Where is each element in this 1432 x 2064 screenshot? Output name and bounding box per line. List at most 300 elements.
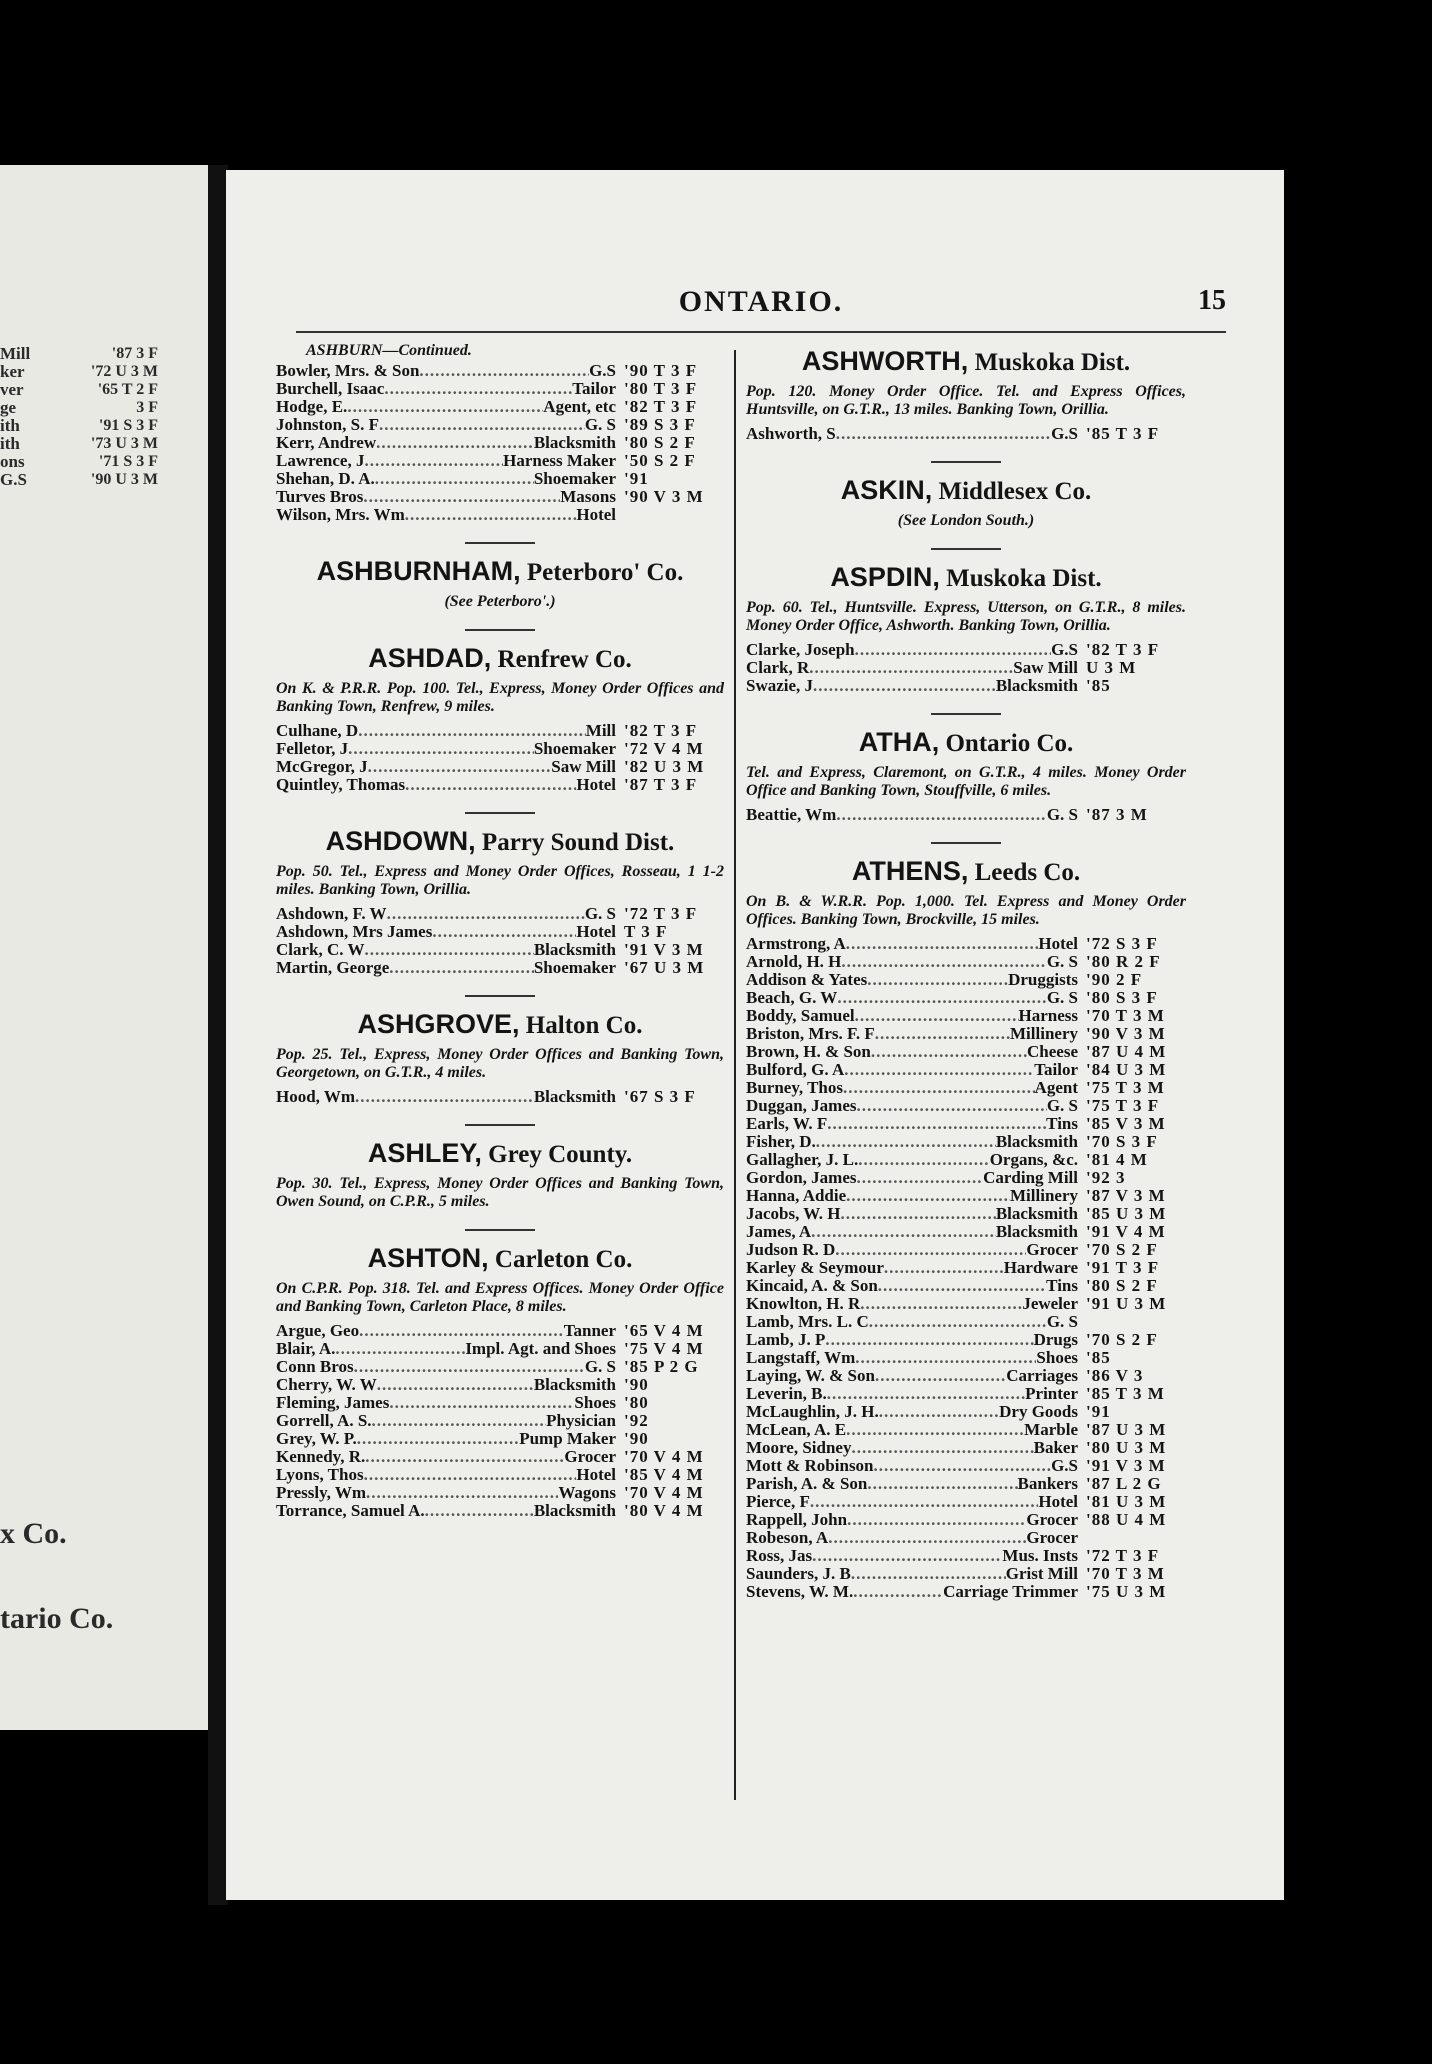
section-separator [931, 842, 1001, 844]
business-trade: Harness [1018, 1006, 1078, 1025]
leader-dots [364, 1466, 577, 1484]
fragment-heading: x Co. [0, 1517, 67, 1550]
business-entry [276, 380, 724, 398]
leader-dots [379, 416, 585, 434]
business-entry [746, 1115, 1186, 1133]
rating-code: '72 V 4 M [624, 739, 704, 758]
business-entry [746, 641, 1186, 659]
leader-dots [825, 1331, 1033, 1349]
business-trade: Bankers [1017, 1474, 1078, 1493]
leader-dots [816, 1133, 996, 1151]
business-entry [746, 953, 1186, 971]
business-name: Gorrell, A. S. [276, 1411, 372, 1430]
section-separator [931, 713, 1001, 715]
rating-code: '85 [1086, 676, 1111, 695]
town-name: ASHBURNHAM, [316, 556, 521, 586]
rating-code: '82 U 3 M [624, 757, 705, 776]
town-county: Renfrew Co. [497, 646, 632, 673]
business-entry [276, 1484, 724, 1502]
business-entry [746, 989, 1186, 1007]
business-entry [276, 1088, 724, 1106]
leader-dots [375, 470, 534, 488]
rating-code: '87 U 4 M [1086, 1042, 1167, 1061]
business-trade: Grocer [564, 1447, 616, 1466]
town-description: Pop. 120. Money Order Office. Tel. and Express Offices, Huntsville, on G.T.R., 13 miles. Banking Town, Orillia. [746, 383, 1186, 418]
fragment-code: '87 3 F [111, 345, 158, 362]
business-trade: Impl. Agt. and Shoes [465, 1339, 616, 1358]
business-entry [276, 398, 724, 416]
rating-code: '82 T 3 F [624, 397, 698, 416]
business-trade: Cheese [1027, 1042, 1078, 1061]
business-name: Briston, Mrs. F. F [746, 1024, 875, 1043]
column-divider [734, 350, 736, 1800]
leader-dots [355, 1088, 534, 1106]
leader-dots [376, 434, 534, 452]
business-name: Fisher, D. [746, 1132, 816, 1151]
business-name: Laying, W. & Son [746, 1366, 875, 1385]
business-name: McLean, A. E [746, 1420, 847, 1439]
town-description: Pop. 25. Tel., Express, Money Order Offices and Banking Town, Georgetown, on G.T.R., 4 miles. [276, 1046, 724, 1081]
rating-code: '87 L 2 G [1086, 1474, 1162, 1493]
fragment-code: '71 S 3 F [98, 453, 158, 470]
fragment-code: '91 S 3 F [98, 417, 158, 434]
town-description: On C.P.R. Pop. 318. Tel. and Express Offices. Money Order Office and Banking Town, Carleton Place, 8 miles. [276, 1280, 724, 1315]
leader-dots [384, 380, 572, 398]
leader-dots [857, 1169, 984, 1187]
business-entry [746, 1043, 1186, 1061]
left-page-fragment [0, 165, 208, 1730]
town-section [276, 995, 724, 1106]
leader-dots [425, 1502, 534, 1520]
town-heading [276, 1138, 724, 1169]
business-trade: Blacksmith [533, 1087, 616, 1106]
business-trade: Tailor [1034, 1060, 1078, 1079]
business-entry [276, 488, 724, 506]
section-separator [931, 461, 1001, 463]
business-entry [276, 470, 724, 488]
business-trade: Marble [1024, 1420, 1078, 1439]
business-entry [746, 1547, 1186, 1565]
rating-code: '80 V 4 M [624, 1501, 704, 1520]
rating-code: '82 T 3 F [1086, 640, 1160, 659]
business-trade: Blacksmith [995, 1132, 1078, 1151]
rating-code: '91 [624, 469, 649, 488]
business-entry [746, 425, 1186, 443]
business-entry [746, 1529, 1186, 1547]
business-trade: Organs, &c. [989, 1150, 1078, 1169]
business-trade: Tailor [572, 379, 616, 398]
rating-code: '80 S 2 F [624, 433, 696, 452]
fragment-text: ons [0, 452, 25, 471]
leader-dots [364, 941, 533, 959]
business-trade: Shoemaker [533, 739, 616, 758]
business-entry [276, 722, 724, 740]
business-entry [276, 1430, 724, 1448]
business-entry [746, 1079, 1186, 1097]
town-section [746, 713, 1186, 824]
town-county: Grey County. [488, 1141, 633, 1168]
business-entry [276, 1466, 724, 1484]
business-trade: Carding Mill [983, 1168, 1078, 1187]
business-name: Pierce, F [746, 1492, 810, 1511]
business-entry [746, 1367, 1186, 1385]
leader-dots [851, 1439, 1033, 1457]
business-trade: Tins [1046, 1114, 1078, 1133]
town-name: ATHA, [858, 727, 940, 757]
town-section [746, 842, 1186, 1601]
town-section [746, 461, 1186, 530]
business-entry [746, 1421, 1186, 1439]
business-name: Lyons, Thos [276, 1465, 364, 1484]
business-trade: Blacksmith [533, 1501, 616, 1520]
business-trade: Millinery [1010, 1024, 1078, 1043]
business-trade: Druggists [1008, 970, 1078, 989]
business-entry [746, 1133, 1186, 1151]
town-county: Carleton Co. [494, 1246, 633, 1273]
leader-dots [813, 677, 996, 695]
business-entry [276, 1376, 724, 1394]
business-entry [746, 1493, 1186, 1511]
leader-dots [860, 1295, 1022, 1313]
business-name: James, A [746, 1222, 812, 1241]
section-separator [465, 1229, 535, 1231]
leader-dots [869, 1313, 1047, 1331]
leader-dots [419, 362, 589, 380]
rating-code: '81 4 M [1086, 1150, 1148, 1169]
rating-code: '85 [1086, 1348, 1111, 1367]
business-name: Beach, G. W [746, 988, 838, 1007]
business-entry [746, 1223, 1186, 1241]
business-name: Stevens, W. M. [746, 1582, 854, 1601]
fragment-code: '73 U 3 M [90, 435, 158, 452]
business-entry [746, 1097, 1186, 1115]
leader-dots [363, 488, 560, 506]
rating-code: '80 S 3 F [1086, 988, 1158, 1007]
rating-code: '81 U 3 M [1086, 1492, 1167, 1511]
fragment-row [0, 345, 208, 363]
leader-dots [828, 1529, 1026, 1547]
town-heading [276, 1243, 724, 1274]
business-trade: G. S [1046, 1312, 1078, 1331]
town-name: ATHENS, [851, 856, 969, 886]
business-entry [746, 1151, 1186, 1169]
leader-dots [879, 1403, 999, 1421]
town-heading [276, 643, 724, 674]
fragment-code: '72 U 3 M [90, 363, 158, 380]
business-entry [276, 1322, 724, 1340]
leader-dots [389, 959, 534, 977]
rating-code: '90 T 3 F [624, 361, 698, 380]
fragment-code: '90 U 3 M [90, 471, 158, 488]
rating-code: '85 U 3 M [1086, 1204, 1167, 1223]
rating-code: '90 V 3 M [1086, 1024, 1166, 1043]
business-entry [276, 506, 724, 524]
rating-code: U 3 M [1086, 658, 1137, 677]
town-section [276, 542, 724, 611]
town-name: ASHGROVE, [357, 1009, 520, 1039]
page-title: ONTARIO. [678, 285, 844, 318]
town-county: Leeds Co. [974, 859, 1081, 886]
town-name: ASHWORTH, [801, 346, 969, 376]
business-name: Clark, C. W [276, 940, 365, 959]
rating-code [616, 506, 724, 524]
business-name: Burchell, Isaac [276, 379, 385, 398]
business-entry [276, 776, 724, 794]
business-entry [746, 1241, 1186, 1259]
business-entry [746, 1511, 1186, 1529]
business-trade: Grocer [1026, 1240, 1078, 1259]
rating-code: '90 [624, 1375, 649, 1394]
leader-dots [405, 776, 576, 794]
leader-dots [812, 1547, 1002, 1565]
business-name: Felletor, J [276, 739, 349, 758]
leader-dots [853, 1583, 943, 1601]
fragment-text: Mill [0, 344, 31, 363]
business-trade: Grocer [1026, 1510, 1078, 1529]
town-heading [746, 475, 1186, 506]
business-trade: Shoes [574, 1393, 616, 1412]
business-trade: Agent, etc [543, 397, 616, 416]
business-trade: Mus. Insts [1002, 1546, 1078, 1565]
business-name: Blair, A. [276, 1339, 336, 1358]
town-section [276, 1229, 724, 1520]
fragment-row [0, 363, 208, 381]
business-name: Hanna, Addie [746, 1186, 847, 1205]
business-trade: Wagons [558, 1483, 616, 1502]
leader-dots [867, 1475, 1017, 1493]
business-entry [746, 1475, 1186, 1493]
rating-code: '87 U 3 M [1086, 1420, 1167, 1439]
business-entry [276, 1502, 724, 1520]
town-county: Parry Sound Dist. [481, 829, 675, 856]
rating-code: '91 U 3 M [1086, 1294, 1167, 1313]
business-trade: Blacksmith [533, 1375, 616, 1394]
rating-code: '88 U 4 M [1086, 1510, 1167, 1529]
business-name: Cherry, W. W [276, 1375, 377, 1394]
business-trade: G.S [589, 361, 616, 380]
section-separator [465, 1124, 535, 1126]
business-entry [746, 1277, 1186, 1295]
leader-dots [846, 1421, 1024, 1439]
leader-dots [348, 740, 534, 758]
business-entry [746, 1007, 1186, 1025]
town-section [276, 629, 724, 794]
business-name: Conn Bros [276, 1357, 354, 1376]
fragment-heading: tario Co. [0, 1602, 114, 1635]
business-entry [746, 1313, 1186, 1331]
business-name: Gallagher, J. L. [746, 1150, 859, 1169]
town-heading [746, 856, 1186, 887]
business-entry [746, 971, 1186, 989]
business-name: Ashworth, S [746, 424, 836, 443]
fragment-text: ge [0, 398, 17, 417]
business-trade: Carriage Trimmer [943, 1582, 1078, 1601]
directory-page [226, 170, 1284, 1900]
business-name: Rappell, John [746, 1510, 848, 1529]
business-entry [746, 1403, 1186, 1421]
business-entry [276, 923, 724, 941]
rating-code: '91 V 3 M [1086, 1456, 1166, 1475]
rating-code: '80 S 2 F [1086, 1276, 1158, 1295]
business-entry [276, 1412, 724, 1430]
business-name: Langstaff, Wm [746, 1348, 856, 1367]
business-entry [746, 1295, 1186, 1313]
business-entry [746, 677, 1186, 695]
rating-code: '90 [624, 1429, 649, 1448]
leader-dots [846, 1187, 1010, 1205]
town-description: On K. & P.R.R. Pop. 100. Tel., Express, Money Order Offices and Banking Town, Renfrew, 9 miles. [276, 680, 724, 715]
business-trade: Grocer [1026, 1528, 1078, 1547]
leader-dots [837, 989, 1047, 1007]
business-trade: Shoes [1036, 1348, 1078, 1367]
business-name: Beattie, Wm [746, 805, 837, 824]
town-heading [276, 826, 724, 857]
business-entry [276, 434, 724, 452]
business-trade: Tins [1046, 1276, 1078, 1295]
rating-code: '84 U 3 M [1086, 1060, 1167, 1079]
leader-dots [857, 1097, 1047, 1115]
business-name: Lamb, J. P [746, 1330, 826, 1349]
rating-code: '75 T 3 M [1086, 1078, 1165, 1097]
leader-dots [358, 722, 586, 740]
rating-code: '89 S 3 F [624, 415, 696, 434]
town-name: ASHDAD, [368, 643, 492, 673]
business-trade: G. S [1046, 952, 1078, 971]
leader-dots [840, 1205, 995, 1223]
town-name: ASKIN, [840, 475, 933, 505]
business-name: Hodge, E. [276, 397, 348, 416]
business-trade: Grist Mill [1005, 1564, 1078, 1583]
business-trade: Blacksmith [533, 940, 616, 959]
leader-dots [855, 641, 1051, 659]
business-trade: G. S [584, 415, 616, 434]
rating-code: '72 S 3 F [1086, 934, 1158, 953]
business-trade: Shoemaker [533, 469, 616, 488]
business-trade: G. S [1046, 1096, 1078, 1115]
business-trade: Blacksmith [995, 1222, 1078, 1241]
rating-code: '92 [624, 1411, 649, 1430]
business-entry [746, 1583, 1186, 1601]
business-trade: Agent [1034, 1078, 1078, 1097]
town-county: Middlesex Co. [938, 478, 1092, 505]
leader-dots [871, 1043, 1027, 1061]
rating-code: T 3 F [624, 922, 668, 941]
leader-dots [809, 659, 1013, 677]
business-name: McGregor, J [276, 757, 368, 776]
leader-dots [827, 1385, 1025, 1403]
business-trade: Dry Goods [999, 1402, 1078, 1421]
leader-dots [359, 1322, 564, 1340]
fragment-text: ker [0, 362, 25, 381]
rating-code: '70 V 4 M [624, 1447, 704, 1466]
business-trade: Jeweler [1022, 1294, 1078, 1313]
leader-dots [364, 452, 503, 470]
business-trade: Tanner [563, 1321, 616, 1340]
leader-dots [846, 935, 1039, 953]
leader-dots [827, 1115, 1046, 1133]
business-entry [746, 1187, 1186, 1205]
business-entry [746, 659, 1186, 677]
leader-dots [874, 1457, 1052, 1475]
town-county: Muskoka Dist. [974, 349, 1131, 376]
business-trade: Pump Maker [519, 1429, 616, 1448]
business-name: Argue, Geo [276, 1321, 360, 1340]
business-entry [276, 362, 724, 380]
town-description: Pop. 50. Tel., Express and Money Order Offices, Rosseau, 1 1-2 miles. Banking Town, Orillia. [276, 863, 724, 898]
book-gutter [208, 165, 228, 1905]
rating-code: '85 T 3 F [1086, 424, 1160, 443]
town-description: Pop. 60. Tel., Huntsville. Express, Utterson, on G.T.R., 8 miles. Money Order Office, Ashworth. Banking Town, Orillia. [746, 599, 1186, 634]
rating-code: '80 U 3 M [1086, 1438, 1167, 1457]
leader-dots [432, 923, 576, 941]
business-name: Boddy, Samuel [746, 1006, 855, 1025]
rating-code: '85 V 4 M [624, 1465, 704, 1484]
business-trade: Blacksmith [995, 1204, 1078, 1223]
business-name: Judson R. D [746, 1240, 836, 1259]
business-name: McLaughlin, J. H. [746, 1402, 879, 1421]
business-trade: Carriages [1006, 1366, 1078, 1385]
business-name: Pressly, Wm [276, 1483, 367, 1502]
business-name: Kincaid, A. & Son [746, 1276, 878, 1295]
business-entry [276, 740, 724, 758]
business-trade: Hardware [1003, 1258, 1078, 1277]
leader-dots [389, 1394, 574, 1412]
business-entry [276, 959, 724, 977]
town-county: Peterboro' Co. [526, 559, 684, 586]
business-name: Culhane, D [276, 721, 359, 740]
business-name: Brown, H. & Son [746, 1042, 871, 1061]
business-name: Moore, Sidney [746, 1438, 852, 1457]
leader-dots [836, 425, 1051, 443]
town-section [746, 548, 1186, 695]
town-description: Tel. and Express, Claremont, on G.T.R., 4 miles. Money Order Office and Banking Town, Stouffville, 6 miles. [746, 764, 1186, 799]
section-separator [931, 548, 1001, 550]
business-trade: G. S [584, 1357, 616, 1376]
town-heading [746, 562, 1186, 593]
page-header [296, 285, 1226, 333]
rating-code: '75 V 4 M [624, 1339, 704, 1358]
town-name: ASHLEY, [367, 1138, 482, 1168]
business-name: Ashdown, F. W [276, 904, 387, 923]
business-trade: G. S [1046, 988, 1078, 1007]
business-trade: Blacksmith [995, 676, 1078, 695]
business-name: Knowlton, H. R [746, 1294, 861, 1313]
rating-code: '65 V 4 M [624, 1321, 704, 1340]
business-trade: Harness Maker [503, 451, 616, 470]
town-name: ASPDIN, [830, 562, 940, 592]
fragment-text: ith [0, 416, 20, 435]
leader-dots [405, 506, 577, 524]
business-name: Shehan, D. A. [276, 469, 375, 488]
right-column [746, 342, 1186, 1619]
business-trade: Printer [1025, 1384, 1078, 1403]
business-name: Clark, R [746, 658, 810, 677]
business-trade: Drugs [1033, 1330, 1078, 1349]
business-name: Kennedy, R. [276, 1447, 366, 1466]
town-heading [276, 556, 724, 587]
business-trade: Masons [560, 487, 616, 506]
leader-dots [841, 953, 1046, 971]
business-trade: Hotel [576, 775, 616, 794]
business-name: Quintley, Thomas [276, 775, 406, 794]
fragment-row [0, 399, 208, 417]
business-name: Swazie, J [746, 676, 814, 695]
business-name: Torrance, Samuel A. [276, 1501, 425, 1520]
business-entry [276, 758, 724, 776]
business-trade: Physician [546, 1411, 616, 1430]
rating-code: '75 T 3 F [1086, 1096, 1160, 1115]
leader-dots [858, 1151, 989, 1169]
